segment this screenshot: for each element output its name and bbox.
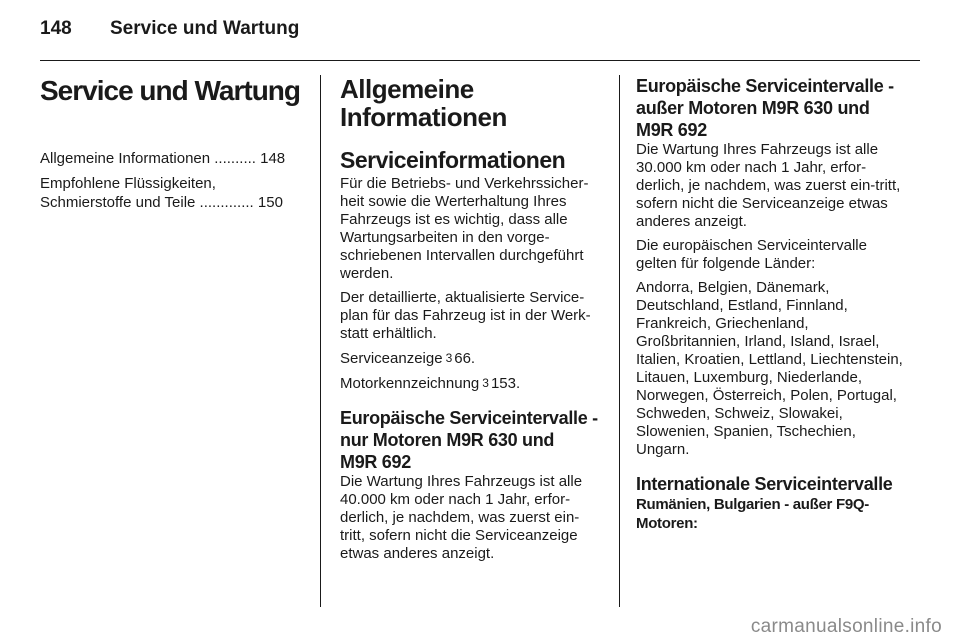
page-header (40, 18, 920, 48)
toc-entry-fluids[interactable] (40, 174, 302, 212)
watermark: carmanualsonline.info (750, 616, 942, 637)
country-list: Andorra, Belgien, Dänemark, Deutschland, Estland, Finnland, Frankreich, Griechenland, Großbritannien, Irland, Island, Israel, Italien, Kroatien, Lettland, Liechtenstein, Litauen, Luxemburg, Niederlande, Norwegen, Österreich, Polen, Portugal, Schweden, Schweiz, Slowakei, Slowenien, Spanien, Tschechien, Ungarn. (636, 279, 903, 458)
content-column-3 (636, 75, 906, 533)
page-reference-icon: 3 (445, 351, 453, 365)
page-reference-icon: 3 (482, 376, 489, 390)
paragraph: Für die Betriebs- und Verkehrssicher-heit sowie die Werterhaltung Ihres Fahrzeugs ist es wichtig, dass alle Wartungsarbeiten in den vorge-schriebenen Intervallen durchgeführt werden. (340, 175, 589, 282)
paragraph: Die Wartung Ihres Fahrzeugs ist alle 40.000 km oder nach 1 Jahr, erfor-derlich, je nachdem, was zuerst ein-tritt, sofern nicht die Serviceanzeige etwas anderes anzeigt. (340, 473, 583, 562)
subsection-title-service-info: Serviceinformationen (340, 147, 566, 173)
toc-entry-label: Empfohlene Flüssigkeiten, (40, 175, 216, 192)
page-number: 148 (40, 18, 72, 39)
subsection-title-intl-intervals: Internationale Serviceintervalle (636, 474, 893, 494)
column-divider-1 (320, 75, 321, 607)
content-column-2 (340, 75, 602, 569)
cross-reference-engine-id[interactable]: Motorkennzeichnung 3 153. (340, 375, 521, 392)
subsection-title-eu-intervals-m9r: Europäische Serviceintervalle - nur Motoren M9R 630 und M9R 692 (340, 408, 598, 472)
section-title: Allgemeine Informationen (340, 74, 507, 132)
minor-title-romania-bulgaria: Rumänien, Bulgarien - außer F9Q- Motoren: (636, 496, 869, 532)
chapter-title: Service und Wartung (40, 75, 301, 106)
toc-column (40, 75, 302, 218)
paragraph: Die Wartung Ihres Fahrzeugs ist alle 30.000 km oder nach 1 Jahr, erfor-derlich, je nachdem, was zuerst ein-tritt, sofern nicht die Serviceanzeige etwas anderes anzeigt. (636, 141, 901, 230)
cross-reference-service-display[interactable]: Serviceanzeige 3 66. (340, 350, 476, 367)
toc-entry-label: Schmierstoffe und Teile ............. 150 (40, 194, 283, 211)
paragraph: Der detaillierte, aktualisierte Service-plan für das Fahrzeug ist in der Werk-statt erhältlich. (340, 289, 591, 342)
paragraph: Die europäischen Serviceintervalle gelten für folgende Länder: (636, 237, 867, 272)
toc-entry-label: Allgemeine Informationen .......... 148 (40, 150, 286, 167)
column-divider-2 (619, 75, 620, 607)
running-title: Service und Wartung (110, 18, 300, 39)
header-rule (40, 60, 920, 61)
toc-entry-general-info[interactable] (40, 149, 302, 168)
subsection-title-eu-intervals-other: Europäische Serviceintervalle - außer Motoren M9R 630 und M9R 692 (636, 76, 894, 140)
